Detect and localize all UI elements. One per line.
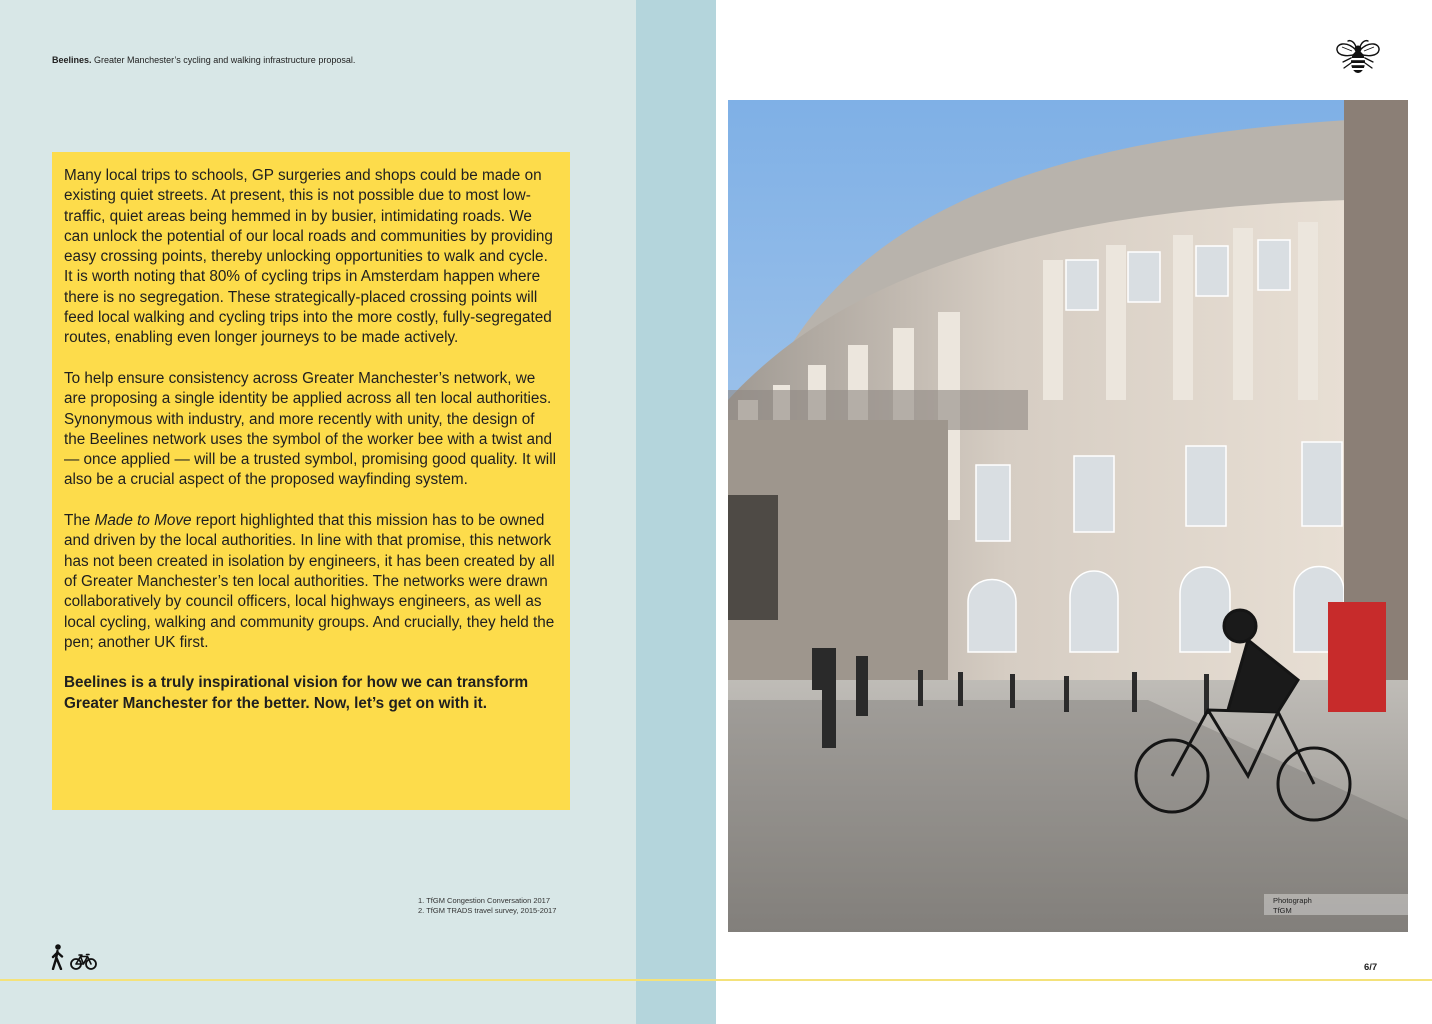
phone-box [1328,602,1386,712]
footnote-1: 1. TfGM Congestion Conversation 2017 [418,896,551,905]
body-paragraph-2: To help ensure consistency across Greater Manchester’s network, we are proposing a single identity be applied across all ten local authorities. Synonymous with industry, and more recently with unity, the design of the Beelines network uses the symbol of the worker bee with a twist and — once applied — will be a trusted symbol, promising good quality. It will also be a crucial aspect of the proposed wayfinding system. [64,369,556,489]
photo-credit-source: TfGM [1273,905,1292,915]
running-header [52,55,355,65]
paragraph-3-end: report highlighted that this mission has to be owned and driven by the local authorities. In line with that promise, this network has not been created in isolation by engineers, it has been created by all of Greater Manchester’s ten local authorities. The networks were drawn collaboratively by council officers, local highways engineers, as well as local cycling, walking and community groups. And crucially, they held the pen; another UK first. [64,512,555,651]
library-photo [728,100,1408,932]
body-paragraph-3 [64,511,558,653]
photo-credit [1264,894,1408,915]
paragraph-3-start: The [64,512,95,530]
header-brand: Beelines. [52,55,92,65]
report-title: Made to Move [94,512,192,530]
photo-credit-label: Photograph [1273,896,1312,905]
pedestrian-icon [50,944,66,970]
mode-icons [50,944,97,970]
page-gutter [636,0,716,1024]
bicycle-icon [70,953,97,970]
worker-bee-icon [1334,38,1382,76]
portico-arch [728,495,778,620]
body-paragraph-1: Many local trips to schools, GP surgeries and shops could be made on existing quiet streets. At present, this is not possible due to most low-traffic, quiet areas being hemmed in by busier, intimidating roads. We can unlock the potential of our local roads and communities by providing easy crossing points, thereby unlocking opportunities to walk and cycle. It is worth noting that 80% of cycling trips in Amsterdam happen where there is no segregation. These strategically-placed crossing points will feed local walking and cycling trips into the more costly, fully-segregated routes, enabling even longer journeys to be made actively. [64,167,553,347]
header-subtitle: Greater Manchester’s cycling and walking infrastructure proposal. [94,55,356,65]
footnote-2: 2. TfGM TRADS travel survey, 2015-2017 [418,906,557,915]
footnotes [418,896,556,916]
body-text-box [52,152,570,810]
closing-statement: Beelines is a truly inspirational vision for how we can transform Greater Manchester for the better. Now, let’s get on with it. [64,674,529,712]
bottom-rule [0,979,1432,981]
page-number: 6/7 [1364,962,1378,973]
